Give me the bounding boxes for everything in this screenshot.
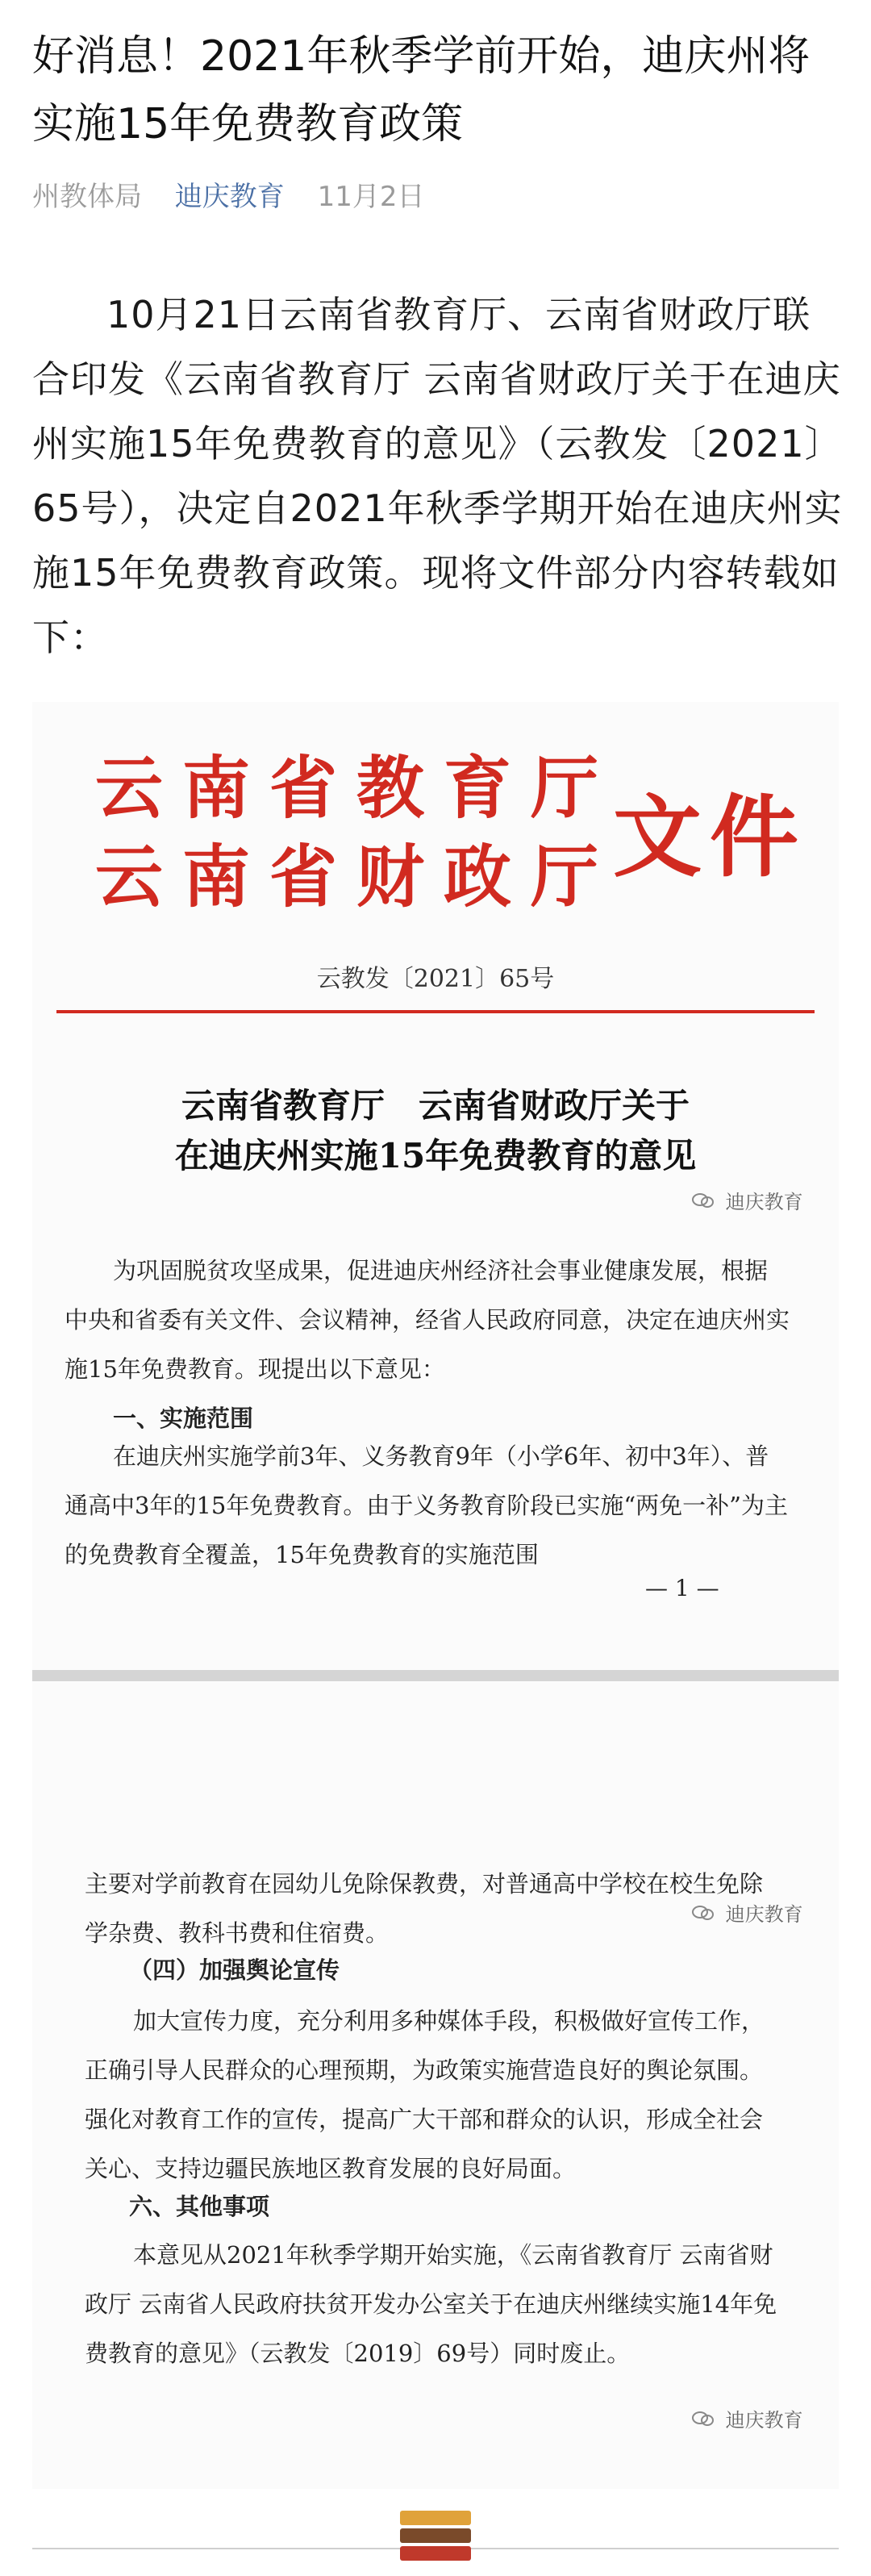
wechat-icon	[692, 1903, 721, 1926]
page-divider	[32, 1670, 839, 1681]
doc-title-line-2: 在迪庆州实施15年免费教育的意见	[174, 1136, 697, 1175]
author-name: 州教体局	[32, 181, 142, 213]
watermark	[692, 1898, 803, 1927]
watermark	[692, 2404, 803, 2432]
doc-header-education-dept: 云南省教育厅	[95, 748, 619, 828]
wechat-icon	[692, 1191, 721, 1213]
doc-paragraph: 为巩固脱贫攻坚成果，促进迪庆州经济社会事业健康发展，根据中央和省委有关文件、会议精神，经省人民政府同意，决定在迪庆州实施15年免费教育。现提出以下意见：	[65, 1257, 790, 1383]
publish-date: 11月2日	[317, 181, 425, 213]
section-heading: 一、实施范围	[113, 1405, 254, 1432]
doc-paragraph: 主要对学前教育在园幼儿免除保教费，对普通高中学校在校生免除学杂费、教科书费和住宿费。	[85, 1870, 764, 1947]
document-scan-page-2	[32, 1682, 839, 2489]
doc-header-finance-dept: 云南省财政厅	[95, 837, 619, 916]
doc-paragraph: 加大宣传力度，充分利用多种媒体手段，积极做好宣传工作，正确引导人民群众的心理预期，为政策实施营造良好的舆论氛围。强化对教育工作的宣传，提高广大干部和群众的认识，形成全社会关心、支持边疆民族地区教育发展的良好局面。	[85, 2007, 765, 2182]
doc-title-line-1: 云南省教育厅 云南省财政厅关于	[181, 1086, 690, 1125]
document-scan-page-1	[32, 702, 839, 1670]
red-header-line	[56, 1010, 815, 1013]
wechat-icon	[692, 2409, 721, 2432]
section-heading: 六、其他事项	[129, 2193, 270, 2220]
article-intro: 10月21日云南省教育厅、云南省财政厅联合印发《云南省教育厅 云南省财政厅关于在迪庆州实施15年免费教育的意见》（云教发〔2021〕65号），决定自2021年秋季学期开始在迪庆州实施15年免费教育政策。现将文件部分内容转载如下：	[32, 293, 843, 659]
watermark-text: 迪庆教育	[725, 1191, 803, 1213]
doc-paragraph: 在迪庆州实施学前3年、义务教育9年（小学6年、初中3年）、普通高中3年的15年免费教育。由于义务教育阶段已实施“两免一补”为主的免费教育全覆盖，15年免费教育的实施范围	[65, 1442, 789, 1568]
watermark-text: 迪庆教育	[725, 1903, 803, 1926]
doc-header-document-word: 文件	[613, 785, 806, 889]
section-heading: （四）加强舆论宣传	[129, 1956, 340, 1984]
page-number: — 1 —	[645, 1575, 719, 1601]
account-link[interactable]: 迪庆教育	[174, 181, 285, 213]
doc-paragraph: 本意见从2021年秋季学期开始实施，《云南省教育厅 云南省财政厅 云南省人民政府扶贫开发办公室关于在迪庆州继续实施14年免费教育的意见》（云教发〔2019〕69号）同时废止。	[85, 2241, 777, 2367]
watermark-text: 迪庆教育	[725, 2409, 803, 2432]
article-title: 好消息！2021年秋季学前开始，迪庆州将实施15年免费教育政策	[32, 32, 811, 148]
article-meta	[32, 174, 449, 214]
doc-number: 云教发〔2021〕65号	[316, 965, 555, 993]
books-icon	[400, 2511, 471, 2567]
watermark	[692, 1186, 803, 1214]
